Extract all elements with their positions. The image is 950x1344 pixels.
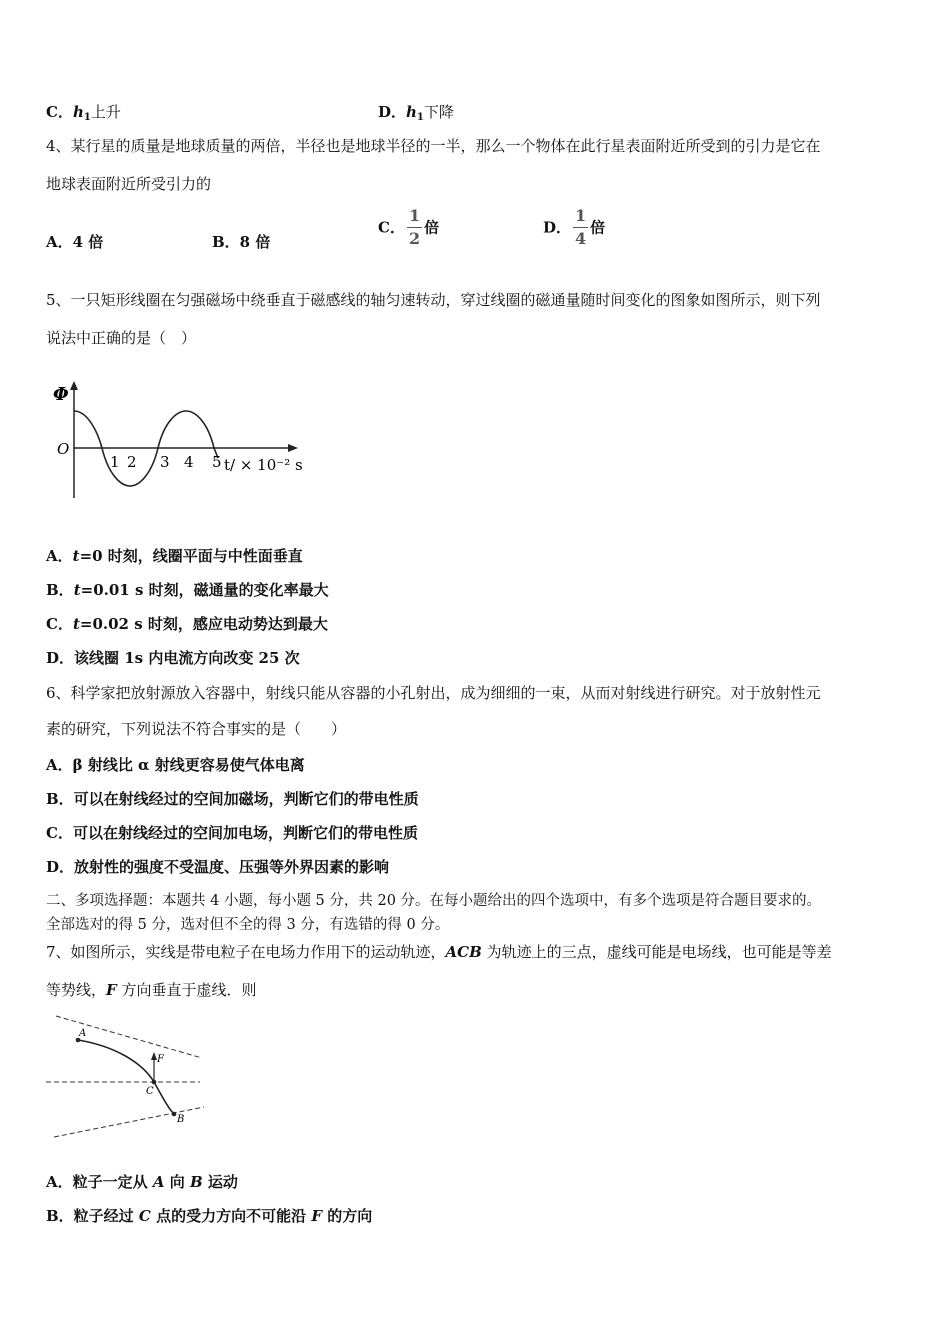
q7-option-a: A．粒子一定从 A 向 B 运动: [46, 1173, 238, 1191]
tick-label-1: 1: [110, 453, 120, 471]
q7-option-b: B．粒子经过 C 点的受力方向不可能沿 F 的方向: [46, 1207, 373, 1225]
label-b: B: [177, 1114, 185, 1125]
q5-option-c: C．t=0.02 s 时刻，感应电动势达到最大: [46, 615, 328, 633]
q3-option-d: D．$h_1$下降: [378, 103, 454, 123]
q6-option-d: D．放射性的强度不受温度、压强等外界因素的影响: [46, 858, 390, 876]
label-c: C: [146, 1086, 154, 1097]
tick-label-4: 4: [184, 453, 194, 471]
label-a: A: [79, 1028, 87, 1039]
origin-label: O: [57, 440, 70, 458]
section2-instructions-line1: 二、多项选择题：本题共 4 小题，每小题 5 分，共 20 分。在每小题给出的四个选项中，有多个选项是符合题目要求的。: [46, 893, 822, 909]
point-b: [172, 1112, 177, 1117]
tick-label-2: 2: [127, 453, 137, 471]
phi-label: Φ: [53, 384, 69, 405]
q5-stem-line1: 5、一只矩形线圈在匀强磁场中绕垂直于磁感线的轴匀速转动，穿过线圈的磁通量随时间变化的图象如图所示，则下列: [46, 291, 821, 309]
q5-option-b: B．t=0.01 s 时刻，磁通量的变化率最大: [46, 581, 329, 599]
q6-stem-line1: 6、科学家把放射源放入容器中，射线只能从容器的小孔射出，成为细细的一束，从而对射线进行研究。对于放射性元: [46, 684, 821, 702]
q4-fraction-half: $\frac{1}{2}$: [408, 206, 421, 248]
tick-label-5: 5: [212, 453, 222, 471]
q4-option-a: A．4 倍: [46, 233, 104, 251]
q5-option-d: D．该线圈 1s 内电流方向改变 25 次: [46, 649, 300, 667]
q4-option-c: C． $\frac{1}{2}$ 倍: [378, 206, 440, 248]
x-axis-arrow: [288, 444, 298, 452]
q5-stem-line2: 说法中正确的是（ ）: [46, 329, 197, 347]
particle-trajectory: [78, 1040, 174, 1114]
q4-option-d: D． $\frac{1}{4}$ 倍: [543, 206, 606, 248]
q6-option-a: A．β 射线比 α 射线更容易使气体电离: [46, 756, 305, 774]
q4-stem-line1: 4、某行星的质量是地球质量的两倍，半径也是地球半径的一半，那么一个物体在此行星表面附近所受到的引力是它在: [46, 137, 821, 155]
q3-option-c: C．$h_1$上升: [46, 103, 121, 123]
q4-fraction-quarter: $\frac{1}{4}$: [575, 206, 587, 248]
q6-option-c: C．可以在射线经过的空间加电场，判断它们的带电性质: [46, 824, 418, 842]
x-axis-label: t/ × 10⁻² s: [224, 456, 303, 474]
q6-stem-line2: 素的研究，下列说法不符合事实的是（ ）: [46, 720, 347, 738]
y-axis-arrow: [70, 381, 78, 390]
q7-stem-line1: 7、如图所示，实线是带电粒子在电场力作用下的运动轨迹，ACB 为轨迹上的三点，虚线可能是电场线，也可能是等差: [46, 943, 832, 961]
q4-option-b: B．8 倍: [212, 233, 271, 251]
q4-stem-line2: 地球表面附近所受引力的: [46, 175, 212, 193]
q5-option-a: A．t=0 时刻，线圈平面与中性面垂直: [46, 547, 303, 565]
q6-option-b: B．可以在射线经过的空间加磁场，判断它们的带电性质: [46, 790, 419, 808]
dashed-line-upper: [56, 1016, 202, 1058]
q5-flux-graph: [50, 378, 320, 508]
q7-trajectory-figure: [44, 1010, 209, 1142]
q7-stem-line2: 等势线，F 方向垂直于虚线．则: [46, 981, 257, 999]
label-f: F: [157, 1054, 164, 1065]
section2-instructions-line2: 全部选对的得 5 分，选对但不全的得 3 分，有选错的得 0 分。: [46, 917, 450, 933]
tick-label-3: 3: [160, 453, 170, 471]
